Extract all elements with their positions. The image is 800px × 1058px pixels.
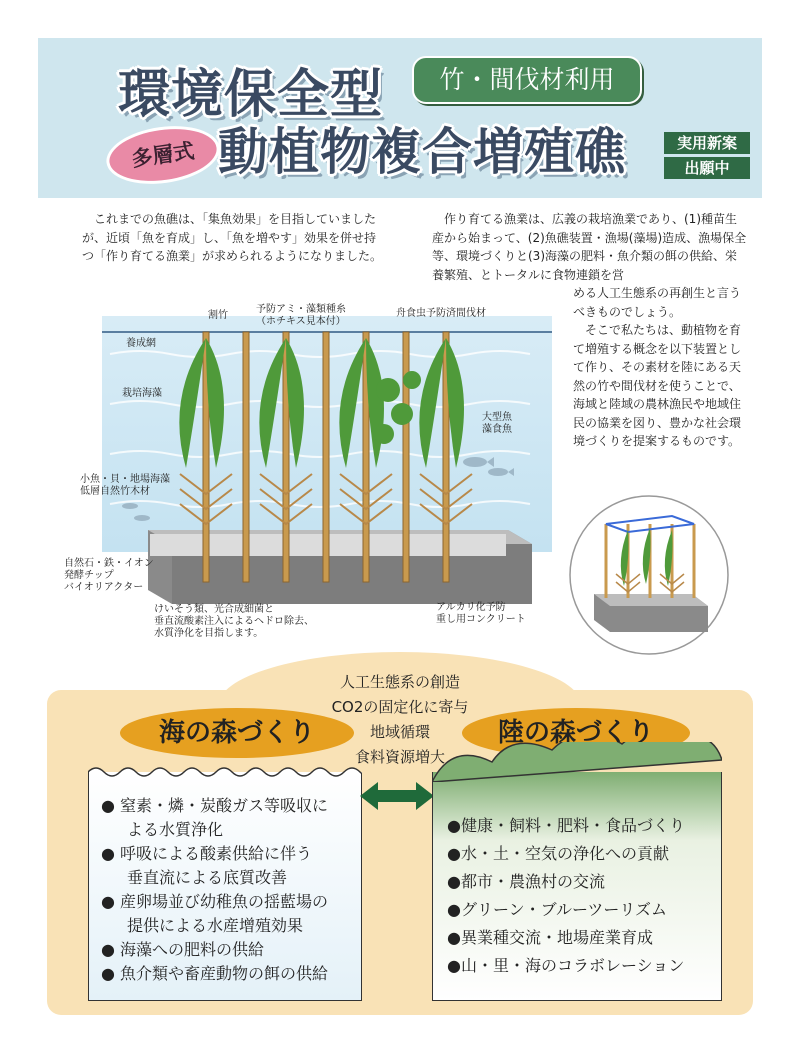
sea-forest-title: 海の森づくり [120, 708, 354, 758]
label-bottom-note-1: けいそう類、光合成細菌と [154, 604, 274, 615]
list-item: ● 産卵場並び幼稚魚の揺藍場の [101, 892, 329, 911]
label-bottom-note-2: 垂直流酸素注入によるヘドロ除去、 [154, 616, 314, 627]
label-concrete-1: アルカリ化予防 [436, 602, 506, 613]
label-culture-rope: 養成網 [126, 338, 156, 349]
label-anti-worm: 舟食虫予防済間伐材 [396, 308, 486, 319]
label-seaweed: 栽培海藻 [122, 388, 162, 399]
intro-right-cont-2: そこで私たちは、動植物を育て増殖する概念を以下装置として作り、その素材を陸にある天然の竹や間伐材を使うことで、海域と陸域の農林漁民や地域住民の協業を図り、豊かな社会環境づくりを提案するものです。 [573, 323, 742, 448]
list-item: ●健康・飼料・肥料・食品づくり [447, 816, 685, 835]
title-line2: 動植物複合増殖礁 [218, 123, 626, 181]
wave-top-edge [88, 764, 362, 778]
list-item-cont: 提供による水産增殖効果 [127, 916, 304, 935]
label-stones-2: 発酵チップ [64, 570, 114, 581]
list-item: ●山・里・海のコラボレーション [447, 956, 685, 975]
label-bottom-note-3: 水質浄化を目指します。 [154, 628, 264, 639]
label-big-fish-1: 大型魚 [482, 412, 512, 423]
center-item: 地域循環 [369, 723, 430, 741]
title-line1: 環境保全型 [118, 65, 384, 125]
patent-badge-line1: 実用新案 [664, 132, 750, 154]
intro-left-paragraph: これまでの魚礁は、「集魚効果」を目指していましたが、近頃「魚を育成」し、「魚を増やす」効果を併せ持つ「作り育てる漁業」が求められるようになりました。 [82, 212, 383, 263]
list-item-cont: 垂直流による底質改善 [127, 868, 288, 887]
sea-forest-box [88, 772, 362, 1001]
land-forest-list [447, 812, 717, 980]
label-concrete-2: 重し用コンクリート [436, 614, 526, 625]
label-net-top: 予防アミ・藻類種糸 [256, 304, 346, 315]
subtitle-badge: 竹・間伐材利用 [412, 56, 642, 104]
list-item: ● 海藻への肥料の供給 [101, 940, 265, 959]
list-item-cont: よる水質浄化 [127, 820, 224, 839]
center-item: 食料資源増大 [354, 748, 445, 766]
label-small-fish-2: 低層自然竹木材 [80, 486, 150, 497]
intro-right-paragraph: 作り育てる漁業は、広義の栽培漁業であり、(1)種苗生産から始まって、(2)魚礁装置・漁場(藻場)造成、漁場保全等、環境づくりと(3)海藻の肥料・魚介類の餌の供給、栄養繁殖、とトータルに食物連鎖を営 [432, 212, 747, 282]
list-item: ●グリーン・ブルーツーリズム [447, 900, 668, 919]
reef-diagram [50, 294, 570, 654]
land-forest-title: 陸の森づくり [462, 708, 690, 758]
multilayer-badge: 多層式 [103, 119, 224, 190]
list-item: ●異業種交流・地場産業育成 [447, 928, 653, 947]
sea-forest-list [101, 794, 357, 986]
list-item: ●水・土・空気の浄化への貢献 [447, 844, 669, 863]
list-item: ● 魚介類や畜産動物の餌の供給 [101, 964, 329, 983]
list-item: ● 呼吸による酸素供給に伴う [101, 844, 313, 863]
patent-badge-line2: 出願中 [664, 157, 750, 179]
center-item: CO2の固定化に寄与 [331, 698, 469, 716]
label-stones-1: 自然石・鉄・イオン [64, 558, 154, 569]
double-arrow-icon [360, 782, 434, 810]
land-forest-box [432, 772, 722, 1001]
center-item: 人工生態系の創造 [339, 673, 460, 691]
label-small-fish-1: 小魚・貝・地場海藻 [80, 474, 170, 485]
intro-right-continuation [573, 284, 751, 451]
label-net-top-sub: （ホチキス見本付） [256, 316, 346, 327]
label-bamboo: 割竹 [208, 310, 228, 321]
reef-inset [568, 494, 730, 656]
list-item: ● 窒素・燐・炭酸ガス等吸収に [101, 796, 329, 815]
label-stones-3: バイオリアクター [64, 582, 144, 593]
intro-right-cont-1: める人工生態系の再創生と言うべきものでしょう。 [573, 286, 742, 319]
list-item: ●都市・農漁村の交流 [447, 872, 605, 891]
hill-top-edge [432, 742, 722, 782]
reef-inset-illustration [568, 494, 730, 656]
label-big-fish-2: 藻食魚 [482, 424, 512, 435]
